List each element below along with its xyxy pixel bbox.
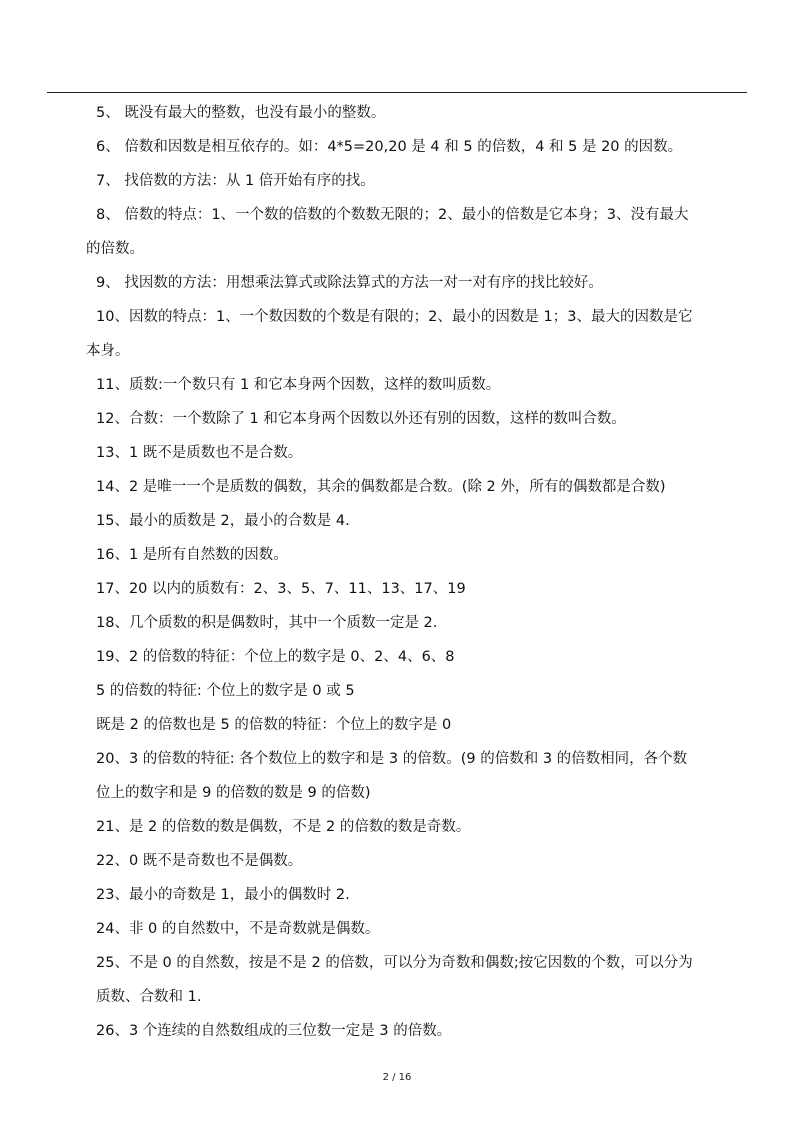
document-body xyxy=(86,96,751,1048)
text-line: 的倍数。 xyxy=(86,241,144,257)
text-line: 14、2 是唯一一个是质数的偶数，其余的偶数都是合数。(除 2 外，所有的偶数都是合数) xyxy=(96,479,666,495)
text-line: 质数、合数和 1. xyxy=(96,989,202,1005)
text-line: 5 的倍数的特征: 个位上的数字是 0 或 5 xyxy=(96,683,355,699)
text-line: 26、3 个连续的自然数组成的三位数一定是 3 的倍数。 xyxy=(96,1023,452,1039)
text-line: 8、 倍数的特点：1、一个数的倍数的个数数无限的；2、最小的倍数是它本身；3、没有最大 xyxy=(96,207,689,223)
text-line: 5、 既没有最大的整数，也没有最小的整数。 xyxy=(96,105,386,121)
text-line: 11、质数:一个数只有 1 和它本身两个因数，这样的数叫质数。 xyxy=(96,377,501,393)
text-line: 12、合数：一个数除了 1 和它本身两个因数以外还有别的因数，这样的数叫合数。 xyxy=(96,411,626,427)
text-line: 7、 找倍数的方法：从 1 倍开始有序的找。 xyxy=(96,173,375,189)
text-line: 15、最小的质数是 2，最小的合数是 4. xyxy=(96,513,350,529)
text-line: 16、1 是所有自然数的因数。 xyxy=(96,547,288,563)
page-number: 2 / 16 xyxy=(382,1072,412,1083)
text-line: 6、 倍数和因数是相互依存的。如：4*5=20,20 是 4 和 5 的倍数，4 和 5 是 20 的因数。 xyxy=(96,139,683,155)
text-line: 13、1 既不是质数也不是合数。 xyxy=(96,445,303,461)
text-line: 10、因数的特点：1、一个数因数的个数是有限的；2、最小的因数是 1；3、最大的因数是它 xyxy=(96,309,693,325)
text-line: 既是 2 的倍数也是 5 的倍数的特征：个位上的数字是 0 xyxy=(96,717,452,733)
text-line: 17、20 以内的质数有：2、3、5、7、11、13、17、19 xyxy=(96,581,466,597)
text-line: 24、非 0 的自然数中，不是奇数就是偶数。 xyxy=(96,921,380,937)
text-line: 22、0 既不是奇数也不是偶数。 xyxy=(96,853,303,869)
text-line: 19、2 的倍数的特征：个位上的数字是 0、2、4、6、8 xyxy=(96,649,455,665)
text-line: 位上的数字和是 9 的倍数的数是 9 的倍数) xyxy=(96,785,371,801)
text-line: 20、3 的倍数的特征: 各个数位上的数字和是 3 的倍数。(9 的倍数和 3 的倍数相同，各个数 xyxy=(96,751,688,767)
text-line: 21、是 2 的倍数的数是偶数，不是 2 的倍数的数是奇数。 xyxy=(96,819,471,835)
text-line: 18、几个质数的积是偶数时，其中一个质数一定是 2. xyxy=(96,615,438,631)
text-line: 25、不是 0 的自然数，按是不是 2 的倍数，可以分为奇数和偶数;按它因数的个数，可以分为 xyxy=(96,955,693,971)
text-line: 本身。 xyxy=(86,343,130,359)
text-line: 23、最小的奇数是 1，最小的偶数时 2. xyxy=(96,887,350,903)
text-line: 9、 找因数的方法：用想乘法算式或除法算式的方法一对一对有序的找比较好。 xyxy=(96,275,603,291)
header-rule xyxy=(47,92,747,93)
